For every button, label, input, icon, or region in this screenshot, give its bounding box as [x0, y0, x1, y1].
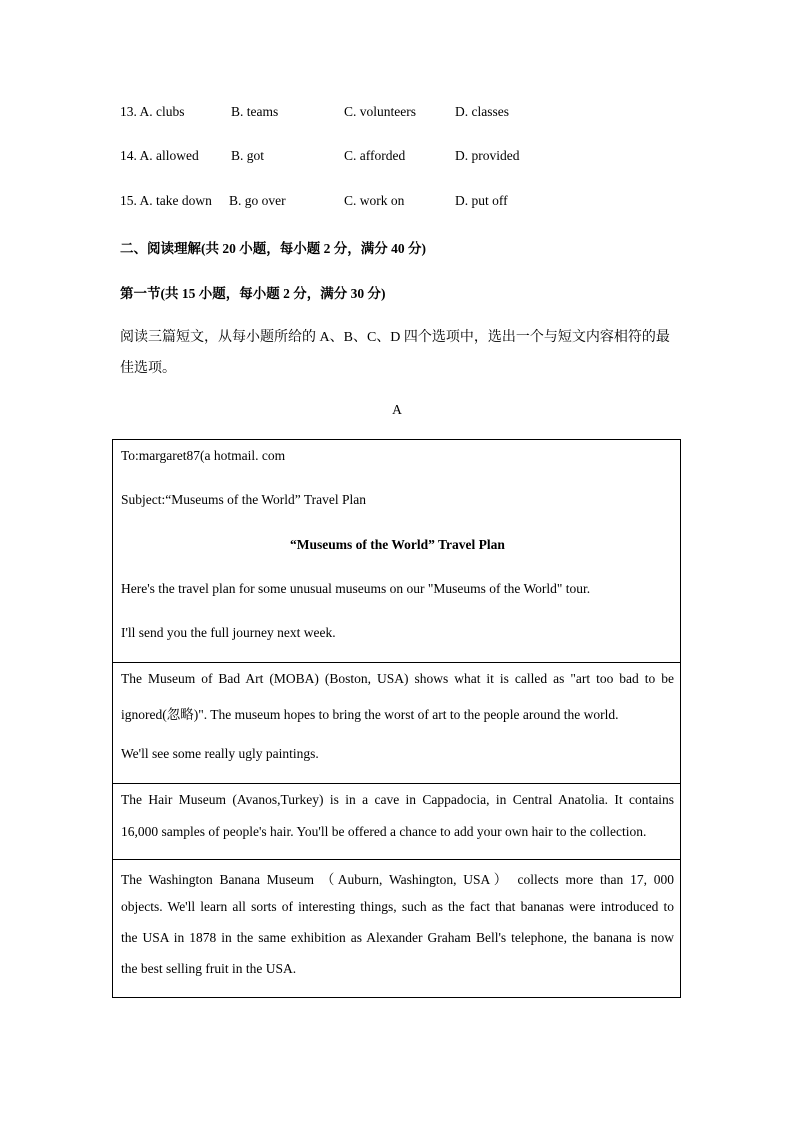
option-d: D. put off [455, 193, 508, 208]
museum-text-line: the USA in 1878 in the same exhibition as Alexander Graham Bell's telephone, the banana is now [121, 930, 674, 945]
museum-text-line: The Hair Museum (Avanos,Turkey) is in a cave in Cappadocia, in Central Anatolia. It contains [121, 792, 674, 807]
option-d: D. provided [455, 148, 520, 163]
museum-text-line: The Museum of Bad Art (MOBA) (Boston, USA) shows what it is called as "art too bad to be [121, 671, 674, 686]
museum-text-line: The Washington Banana Museum （Auburn, Washington, USA） collects more than 17, 000 [121, 872, 674, 887]
email-cell [113, 440, 680, 662]
option-a: 13. A. clubs [120, 104, 185, 119]
option-a: 14. A. allowed [120, 148, 199, 163]
option-c: C. volunteers [344, 104, 416, 119]
email-subject: Subject:“Museums of the World” Travel Plan [121, 492, 367, 507]
option-b: B. got [231, 148, 265, 163]
passage-table [112, 439, 681, 998]
option-a: 15. A. take down [120, 193, 212, 208]
option-d: D. classes [455, 104, 509, 119]
email-to: To:margaret87(a hotmail. com [121, 448, 286, 463]
instruction-line-1: 阅读三篇短文，从每小题所给的 A、B、C、D 四个选项中，选出一个与短文内容相符的最 [120, 330, 670, 345]
museum-text-line: 16,000 samples of people's hair. You'll be offered a chance to add your own hair to the collection. [121, 824, 647, 839]
museum-text-line: ignored(忽略)". The museum hopes to bring the worst of art to the people around the world. [121, 707, 619, 722]
part-title: 第一节(共 15 小题，每小题 2 分，满分 30 分) [120, 286, 386, 301]
passage-label: A [392, 402, 402, 417]
section-title: 二、阅读理解(共 20 小题，每小题 2 分，满分 40 分) [120, 241, 426, 256]
museum-text-line: We'll see some really ugly paintings. [121, 746, 319, 761]
option-b: B. teams [231, 104, 279, 119]
email-intro-1: Here's the travel plan for some unusual museums on our "Museums of the World" tour. [121, 581, 591, 596]
option-c: C. work on [344, 193, 405, 208]
option-b: B. go over [229, 193, 286, 208]
email-heading: “Museums of the World” Travel Plan [290, 537, 505, 552]
option-c: C. afforded [344, 148, 406, 163]
instruction-line-2: 佳选项。 [120, 361, 176, 376]
museum-text-line: the best selling fruit in the USA. [121, 961, 297, 976]
museum-text-line: objects. We'll learn all sorts of interesting things, such as the fact that bananas were introduced to [121, 899, 674, 914]
museum-hair-cell [113, 783, 680, 859]
email-intro-2: I'll send you the full journey next week. [121, 625, 336, 640]
museum-banana-cell [113, 859, 680, 997]
museum-moba-cell [113, 662, 680, 783]
